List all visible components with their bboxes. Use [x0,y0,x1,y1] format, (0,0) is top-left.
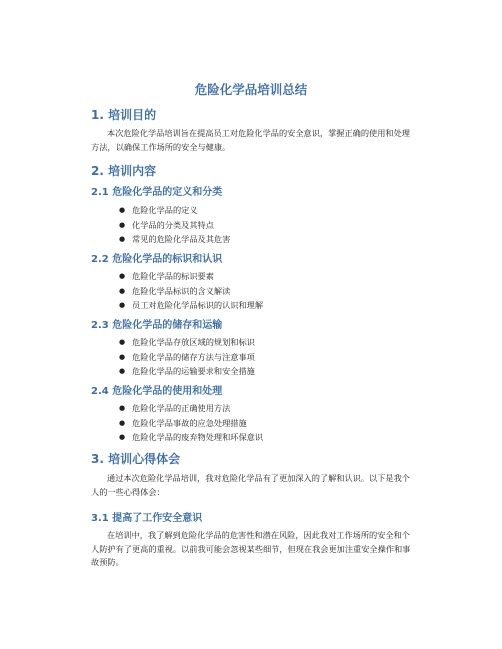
document-title: 危险化学品培训总结 [194,82,308,97]
list-item: ● 危险化学品事故的应急处理措施 [91,416,263,431]
definition-list [91,203,230,247]
subsection-heading-usage: 2.4 危险化学品的使用和处理 [91,386,223,397]
list-item: ● 危险化学品标识的含义解读 [91,284,263,299]
bullet-icon: ● [119,206,126,214]
list-item: ● 危险化学品的运输要求和安全措施 [91,364,255,379]
usage-list [91,401,263,445]
list-item: ● 危险化学品的废弃物处理和环保意识 [91,430,263,445]
section-heading-content: 2. 培训内容 [91,164,157,178]
list-item: ● 危险化学品存放区域的规划和标识 [91,335,255,350]
labeling-list [91,269,263,313]
list-item: ● 常见的危险化学品及其危害 [91,232,230,247]
subsection-heading-definition: 2.1 危险化学品的定义和分类 [91,187,223,198]
list-item: ● 化学品的分类及其特点 [91,218,230,233]
bullet-icon: ● [119,220,126,229]
section-heading-reflections: 3. 培训心得体会 [91,452,181,466]
bullet-icon: ● [119,272,126,280]
list-item: ● 员工对危险化学品标识的认识和理解 [91,298,263,313]
section-heading-purpose: 1. 培训目的 [91,108,157,122]
storage-list [91,335,255,379]
list-item: ● 危险化学品的正确使用方法 [91,401,263,416]
bullet-icon: ● [119,338,126,346]
subsection-heading-labeling: 2.2 危险化学品的标识和认识 [91,254,223,265]
bullet-icon: ● [119,352,126,361]
list-item: ● 危险化学品的标识要素 [91,269,263,284]
purpose-paragraph: 本次危险化学品培训旨在提高员工对危险化学品的安全意识，掌握正确的使用和处理方法，以确保工作场所的安全与健康。 [91,128,410,152]
safety-awareness-paragraph: 在培训中，我了解到危险化学品的危害性和潜在风险，因此我对工作场所的安全和个人防护有了更高的重视。以前我可能会忽视某些细节，但现在我会更加注重安全操作和事故预防。 [91,530,411,568]
bullet-icon: ● [119,418,126,427]
bullet-icon: ● [119,367,126,376]
reflections-paragraph: 通过本次危险化学品培训，我对危险化学品有了更加深入的了解和认识。以下是我个人的一些心得体会： [91,473,410,497]
list-item: ● 危险化学品的储存方法与注意事项 [91,350,255,365]
subsection-heading-storage: 2.3 危险化学品的储存和运输 [91,320,223,331]
subsection-heading-safety-awareness: 3.1 提高了工作安全意识 [91,513,203,524]
bullet-icon: ● [119,433,126,442]
bullet-icon: ● [119,301,126,310]
list-item: ● 危险化学品的定义 [91,203,230,218]
bullet-icon: ● [119,286,126,295]
bullet-icon: ● [119,404,126,412]
bullet-icon: ● [119,235,126,244]
